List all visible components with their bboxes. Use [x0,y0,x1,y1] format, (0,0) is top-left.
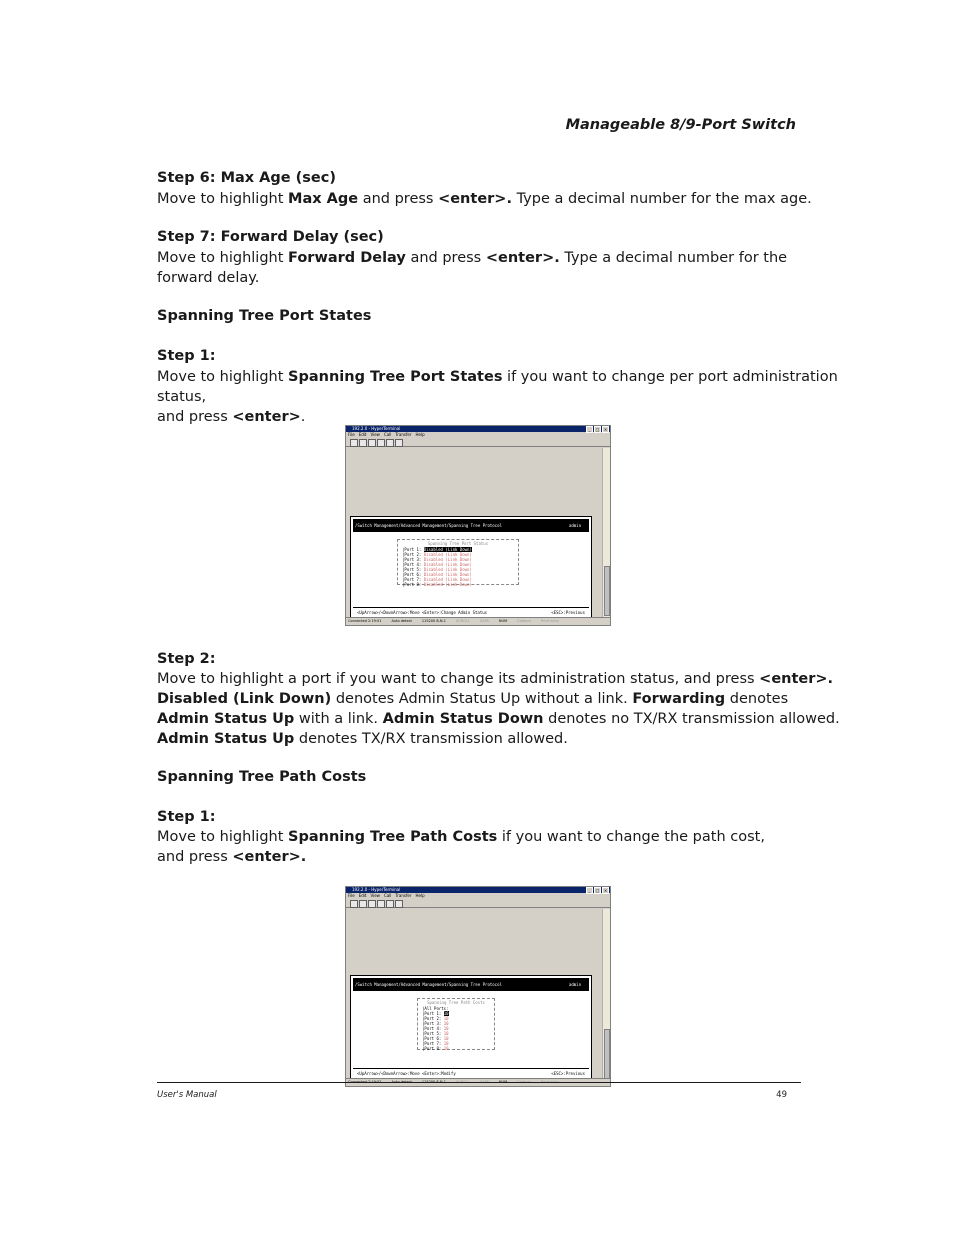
status-bar: Connected 2:19:51 Auto detect 115200 8-N-1 SCROLL CAPS NUM Capture Print echo [346,617,610,625]
menu-call: Call [383,893,392,898]
menu-transfer: Transfer [395,893,412,898]
terminal-screen [350,516,592,620]
close-icon: × [603,427,608,432]
close-icon: × [603,888,608,893]
menu-view: View [370,432,380,437]
disconnect-icon [377,439,385,447]
table-row: |Port 7: Disabled (Link Down) [402,577,472,582]
table-row: |Port 3: 10 [422,1021,449,1026]
table-row: |Port 5: 10 [422,1031,449,1036]
table-row: |Port 1: Disabled (Link Down) [402,547,472,552]
table-row: |Port 2: Disabled (Link Down) [402,552,472,557]
page-header-title: Manageable 8/9-Port Switch [565,117,796,133]
port-status-box: Spanning Tree Port Status |Port 1: Disabled (Link Down) |Port 2: Disabled (Link Down) |Port 3: Disabled (Link Down) |Port 4: Disabled (Link Down) |Port 5: Disabled (Link Down) |Port 6: Disabled (Link Down) |Port 7: Disabled (Link Down) |Port 8: Disabled (Link Down) [397,539,519,585]
open-icon [359,900,367,908]
new-icon [350,900,358,908]
table-row: |Port 8: 10 [422,1046,449,1051]
terminal-footer: <UpArrow>/<DownArrow>:Move <Enter>:Change Admin Status <ESC>:Previous [353,607,589,617]
menu-file: File [348,432,355,437]
scrollbar [602,448,610,617]
table-row: |Port 4: 10 [422,1026,449,1031]
menu-call: Call [383,432,392,437]
step7-heading: Step 7: Forward Delay (sec) [157,229,384,245]
step6-heading: Step 6: Max Age (sec) [157,170,336,186]
toolbar [346,438,610,447]
table-row: |Port 4: Disabled (Link Down) [402,562,472,567]
hyperterminal-screenshot-path-costs [345,886,611,1087]
table-row: |All Ports: [422,1006,449,1011]
new-icon [350,439,358,447]
table-row: |Port 6: 10 [422,1036,449,1041]
port-states-step1-text: Move to highlight Spanning Tree Port States if you want to change per port administration status, and press <enter>. [157,369,838,425]
menu-help: Help [415,893,425,898]
window-title-bar: 192.2.0 - HyperTerminal [346,887,610,893]
menu-file: File [348,893,355,898]
terminal-path-bar: /Switch Management/Advanced Management/Spanning Tree Protocol admin [353,519,589,532]
table-row: |Port 3: Disabled (Link Down) [402,557,472,562]
menu-view: View [370,893,380,898]
path-costs-step1-text: Move to highlight Spanning Tree Path Costs if you want to change the path cost, and press <enter>. [157,829,765,865]
step6-text: Move to highlight Max Age and press <enter>. Type a decimal number for the max age. [157,191,812,207]
step7-text: Move to highlight Forward Delay and press <enter>. Type a decimal number for the forward delay. [157,250,788,286]
properties-icon [395,900,403,908]
menu-edit: Edit [358,893,367,898]
port-states-step2-heading: Step 2: [157,651,216,667]
minimize-icon: _ [586,426,593,433]
port-states-heading: Spanning Tree Port States [157,308,372,324]
maximize-icon: □ [595,427,600,432]
table-row: |Port 7: 10 [422,1041,449,1046]
send-icon [386,439,394,447]
phone-icon [368,900,376,908]
footer-manual-label: User's Manual [157,1090,217,1100]
table-row: |Port 1: 10 [422,1011,449,1016]
table-row: |Port 2: 10 [422,1016,449,1021]
terminal-area [346,448,602,617]
path-costs-box: Spanning Tree Path Costs |All Ports: |Port 1: 10 |Port 2: 10 |Port 3: 10 |Port 4: 10 |Port 5: 10 |Port 6: 10 |Port 7: 10 |Port 8: 10 [417,998,495,1050]
table-row: |Port 8: Disabled (Link Down) [402,582,472,587]
path-costs-heading: Spanning Tree Path Costs [157,769,367,785]
menu-edit: Edit [358,432,367,437]
page-number: 49 [776,1090,787,1100]
disconnect-icon [377,900,385,908]
port-states-step2-text: Move to highlight a port if you want to change its administration status, and press <enter>. Disabled (Link Down) denotes Admin Status Up without a link. Forwarding denotes Admin Status Up with a link. Admin Status Down denotes no TX/RX transmission allowed. Admin Status Up denotes TX/RX transmission allowed. [157,671,840,747]
minimize-icon: _ [586,887,593,894]
footer-rule [157,1082,801,1083]
window-title-bar: 192.2.0 - HyperTerminal [346,426,610,432]
toolbar [346,899,610,908]
send-icon [386,900,394,908]
menu-transfer: Transfer [395,432,412,437]
terminal-footer: <UpArrow>/<DownArrow>:Move <Enter>:Modify <ESC>:Previous [353,1068,589,1078]
terminal-screen [350,975,592,1081]
properties-icon [395,439,403,447]
menu-help: Help [415,432,425,437]
terminal-path-bar: /Switch Management/Advanced Management/Spanning Tree Protocol admin [353,978,589,991]
hyperterminal-screenshot-port-status [345,425,611,626]
path-costs-step1-heading: Step 1: [157,809,216,825]
terminal-area [346,909,602,1078]
open-icon [359,439,367,447]
phone-icon [368,439,376,447]
table-row: |Port 5: Disabled (Link Down) [402,567,472,572]
port-states-step1-heading: Step 1: [157,348,216,364]
table-row: |Port 6: Disabled (Link Down) [402,572,472,577]
scrollbar [602,909,610,1078]
maximize-icon: □ [595,888,600,893]
